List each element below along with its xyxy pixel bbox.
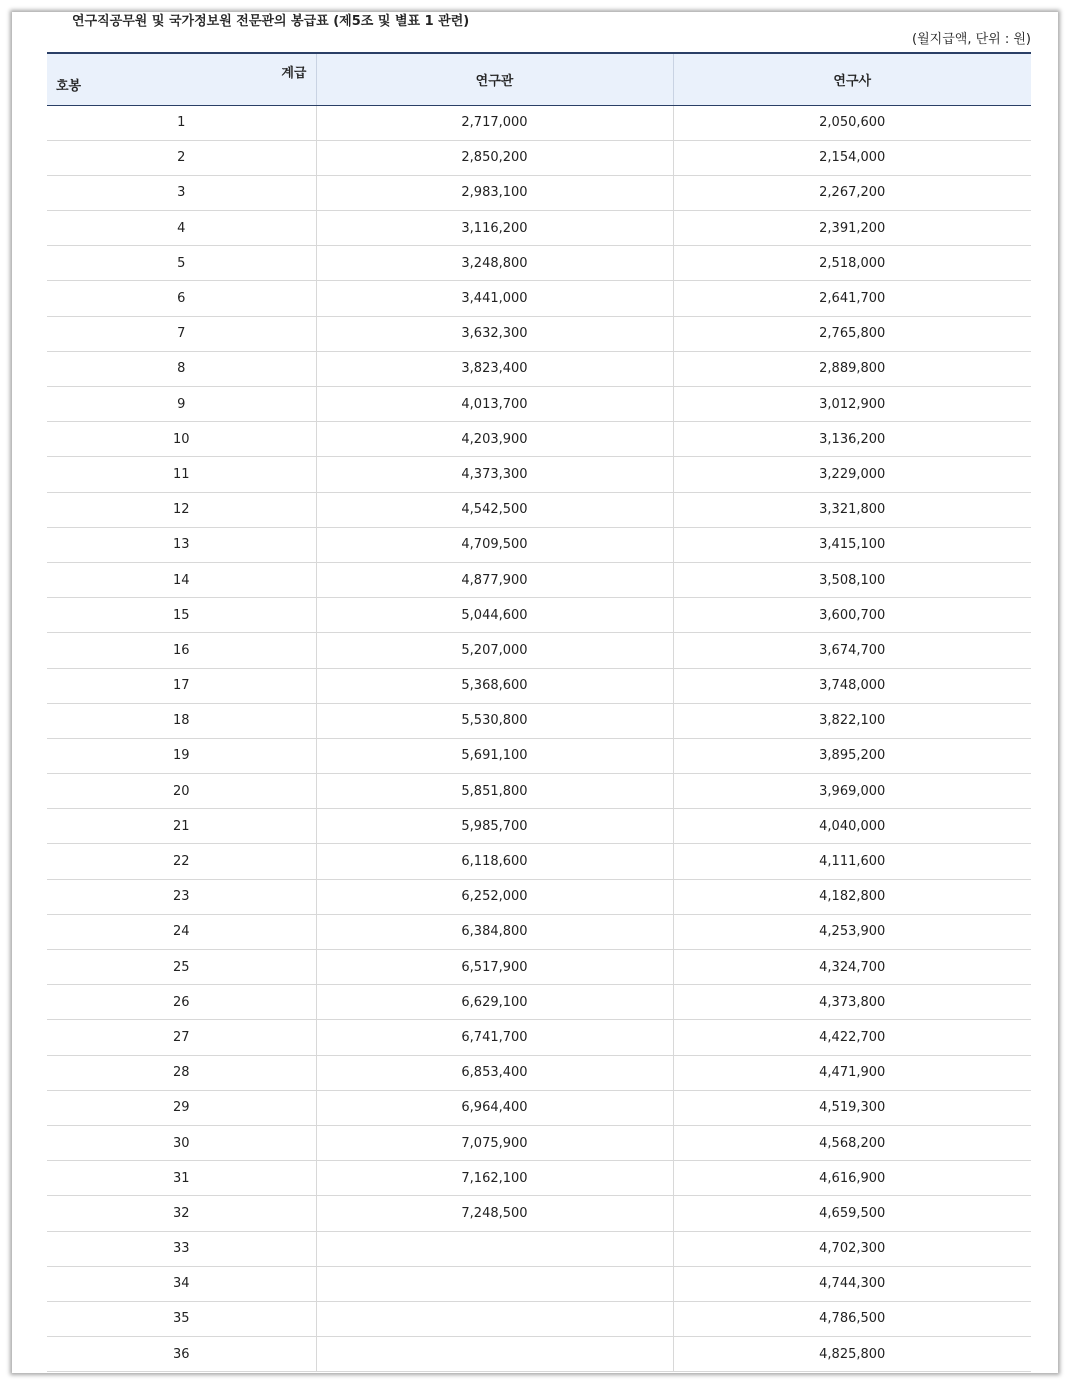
researcher-salary-cell: 4,616,900 xyxy=(673,1161,1031,1196)
researcher-salary-cell: 4,422,700 xyxy=(673,1020,1031,1055)
researcher-salary-cell: 4,253,900 xyxy=(673,914,1031,949)
senior-researcher-salary-cell: 6,384,800 xyxy=(316,914,673,949)
grade-label: 계급 xyxy=(281,66,307,81)
table-row xyxy=(47,422,1031,457)
step-cell: 3 xyxy=(47,175,316,210)
step-cell: 16 xyxy=(47,633,316,668)
step-cell: 28 xyxy=(47,1055,316,1090)
header-senior-researcher: 연구관 xyxy=(316,53,673,105)
senior-researcher-salary-cell: 7,162,100 xyxy=(316,1161,673,1196)
table-row xyxy=(47,985,1031,1020)
table-row xyxy=(47,879,1031,914)
table-row xyxy=(47,844,1031,879)
researcher-salary-cell: 3,229,000 xyxy=(673,457,1031,492)
table-row xyxy=(47,809,1031,844)
step-cell: 15 xyxy=(47,598,316,633)
step-cell: 20 xyxy=(47,774,316,809)
senior-researcher-salary-cell: 5,044,600 xyxy=(316,598,673,633)
step-cell: 13 xyxy=(47,527,316,562)
researcher-salary-cell: 3,674,700 xyxy=(673,633,1031,668)
header-researcher: 연구사 xyxy=(673,53,1031,105)
researcher-salary-cell: 4,182,800 xyxy=(673,879,1031,914)
step-cell: 18 xyxy=(47,703,316,738)
table-row xyxy=(47,668,1031,703)
senior-researcher-salary-cell: 4,203,900 xyxy=(316,422,673,457)
researcher-salary-cell: 2,889,800 xyxy=(673,351,1031,386)
researcher-salary-cell: 4,825,800 xyxy=(673,1337,1031,1372)
researcher-salary-cell: 2,050,600 xyxy=(673,105,1031,140)
senior-researcher-salary-cell: 3,632,300 xyxy=(316,316,673,351)
senior-researcher-salary-cell: 4,709,500 xyxy=(316,527,673,562)
researcher-salary-cell: 3,822,100 xyxy=(673,703,1031,738)
table-row xyxy=(47,211,1031,246)
table-row xyxy=(47,492,1031,527)
senior-researcher-salary-cell: 4,013,700 xyxy=(316,387,673,422)
step-cell: 24 xyxy=(47,914,316,949)
senior-researcher-salary-cell: 3,248,800 xyxy=(316,246,673,281)
step-cell: 36 xyxy=(47,1337,316,1372)
table-row xyxy=(47,738,1031,773)
senior-researcher-salary-cell xyxy=(316,1266,673,1301)
salary-table xyxy=(47,52,1031,1372)
table-row xyxy=(47,281,1031,316)
researcher-salary-cell: 3,748,000 xyxy=(673,668,1031,703)
senior-researcher-salary-cell: 6,517,900 xyxy=(316,950,673,985)
senior-researcher-salary-cell: 5,851,800 xyxy=(316,774,673,809)
step-cell: 11 xyxy=(47,457,316,492)
table-row xyxy=(47,351,1031,386)
researcher-salary-cell: 3,415,100 xyxy=(673,527,1031,562)
table-row xyxy=(47,1266,1031,1301)
table-row xyxy=(47,457,1031,492)
researcher-salary-cell: 3,600,700 xyxy=(673,598,1031,633)
senior-researcher-salary-cell: 5,691,100 xyxy=(316,738,673,773)
researcher-salary-cell: 2,765,800 xyxy=(673,316,1031,351)
researcher-salary-cell: 4,519,300 xyxy=(673,1090,1031,1125)
table-row xyxy=(47,1301,1031,1336)
senior-researcher-salary-cell: 7,248,500 xyxy=(316,1196,673,1231)
senior-researcher-salary-cell: 6,252,000 xyxy=(316,879,673,914)
senior-researcher-salary-cell: 5,207,000 xyxy=(316,633,673,668)
researcher-salary-cell: 2,267,200 xyxy=(673,175,1031,210)
header-corner-cell xyxy=(47,53,316,105)
table-row xyxy=(47,1090,1031,1125)
table-body xyxy=(47,105,1031,1372)
step-cell: 5 xyxy=(47,246,316,281)
senior-researcher-salary-cell: 6,853,400 xyxy=(316,1055,673,1090)
senior-researcher-salary-cell: 5,530,800 xyxy=(316,703,673,738)
table-row xyxy=(47,914,1031,949)
step-cell: 9 xyxy=(47,387,316,422)
table-row xyxy=(47,140,1031,175)
table-row xyxy=(47,1055,1031,1090)
table-row xyxy=(47,1125,1031,1160)
senior-researcher-salary-cell xyxy=(316,1231,673,1266)
step-cell: 21 xyxy=(47,809,316,844)
unit-note: (월지급액, 단위 : 원) xyxy=(912,32,1031,47)
step-cell: 4 xyxy=(47,211,316,246)
table-row xyxy=(47,950,1031,985)
researcher-salary-cell: 3,136,200 xyxy=(673,422,1031,457)
researcher-salary-cell: 3,012,900 xyxy=(673,387,1031,422)
researcher-salary-cell: 2,641,700 xyxy=(673,281,1031,316)
step-cell: 12 xyxy=(47,492,316,527)
step-cell: 7 xyxy=(47,316,316,351)
table-row xyxy=(47,1231,1031,1266)
step-cell: 33 xyxy=(47,1231,316,1266)
senior-researcher-salary-cell: 3,116,200 xyxy=(316,211,673,246)
step-cell: 10 xyxy=(47,422,316,457)
senior-researcher-salary-cell: 6,964,400 xyxy=(316,1090,673,1125)
senior-researcher-salary-cell: 4,373,300 xyxy=(316,457,673,492)
table-row xyxy=(47,246,1031,281)
step-cell: 19 xyxy=(47,738,316,773)
step-cell: 34 xyxy=(47,1266,316,1301)
researcher-salary-cell: 3,895,200 xyxy=(673,738,1031,773)
senior-researcher-salary-cell: 6,741,700 xyxy=(316,1020,673,1055)
senior-researcher-salary-cell: 3,441,000 xyxy=(316,281,673,316)
senior-researcher-salary-cell: 6,629,100 xyxy=(316,985,673,1020)
researcher-salary-cell: 4,786,500 xyxy=(673,1301,1031,1336)
researcher-salary-cell: 4,702,300 xyxy=(673,1231,1031,1266)
step-cell: 2 xyxy=(47,140,316,175)
researcher-salary-cell: 3,969,000 xyxy=(673,774,1031,809)
step-cell: 6 xyxy=(47,281,316,316)
step-cell: 31 xyxy=(47,1161,316,1196)
table-row xyxy=(47,1020,1031,1055)
senior-researcher-salary-cell: 6,118,600 xyxy=(316,844,673,879)
researcher-salary-cell: 4,471,900 xyxy=(673,1055,1031,1090)
step-cell: 23 xyxy=(47,879,316,914)
table-header-row xyxy=(47,53,1031,105)
senior-researcher-salary-cell: 5,985,700 xyxy=(316,809,673,844)
researcher-salary-cell: 4,373,800 xyxy=(673,985,1031,1020)
step-cell: 29 xyxy=(47,1090,316,1125)
senior-researcher-salary-cell: 7,075,900 xyxy=(316,1125,673,1160)
senior-researcher-salary-cell: 2,717,000 xyxy=(316,105,673,140)
table-row xyxy=(47,1161,1031,1196)
researcher-salary-cell: 2,154,000 xyxy=(673,140,1031,175)
senior-researcher-salary-cell: 2,850,200 xyxy=(316,140,673,175)
table-row xyxy=(47,633,1031,668)
table-row xyxy=(47,527,1031,562)
table-row xyxy=(47,598,1031,633)
step-cell: 17 xyxy=(47,668,316,703)
document-frame xyxy=(12,12,1058,1373)
step-cell: 26 xyxy=(47,985,316,1020)
table-row xyxy=(47,1196,1031,1231)
senior-researcher-salary-cell: 4,542,500 xyxy=(316,492,673,527)
table-title: 연구직공무원 및 국가정보원 전문관의 봉급표 (제5조 및 별표 1 관련) xyxy=(72,14,470,29)
step-cell: 25 xyxy=(47,950,316,985)
researcher-salary-cell: 3,508,100 xyxy=(673,562,1031,597)
researcher-salary-cell: 4,040,000 xyxy=(673,809,1031,844)
step-cell: 22 xyxy=(47,844,316,879)
step-cell: 8 xyxy=(47,351,316,386)
table-row xyxy=(47,703,1031,738)
researcher-salary-cell: 4,324,700 xyxy=(673,950,1031,985)
senior-researcher-salary-cell: 5,368,600 xyxy=(316,668,673,703)
researcher-salary-cell: 2,391,200 xyxy=(673,211,1031,246)
researcher-salary-cell: 3,321,800 xyxy=(673,492,1031,527)
step-cell: 14 xyxy=(47,562,316,597)
senior-researcher-salary-cell: 4,877,900 xyxy=(316,562,673,597)
step-label: 호봉 xyxy=(56,78,82,94)
researcher-salary-cell: 2,518,000 xyxy=(673,246,1031,281)
step-cell: 1 xyxy=(47,105,316,140)
table-row xyxy=(47,562,1031,597)
senior-researcher-salary-cell: 3,823,400 xyxy=(316,351,673,386)
table-row xyxy=(47,175,1031,210)
researcher-salary-cell: 4,568,200 xyxy=(673,1125,1031,1160)
table-row xyxy=(47,316,1031,351)
table-row xyxy=(47,1337,1031,1372)
table-row xyxy=(47,105,1031,140)
table-row xyxy=(47,387,1031,422)
step-cell: 27 xyxy=(47,1020,316,1055)
step-cell: 30 xyxy=(47,1125,316,1160)
researcher-salary-cell: 4,659,500 xyxy=(673,1196,1031,1231)
researcher-salary-cell: 4,111,600 xyxy=(673,844,1031,879)
step-cell: 32 xyxy=(47,1196,316,1231)
senior-researcher-salary-cell: 2,983,100 xyxy=(316,175,673,210)
step-cell: 35 xyxy=(47,1301,316,1336)
table-row xyxy=(47,774,1031,809)
senior-researcher-salary-cell xyxy=(316,1301,673,1336)
researcher-salary-cell: 4,744,300 xyxy=(673,1266,1031,1301)
senior-researcher-salary-cell xyxy=(316,1337,673,1372)
